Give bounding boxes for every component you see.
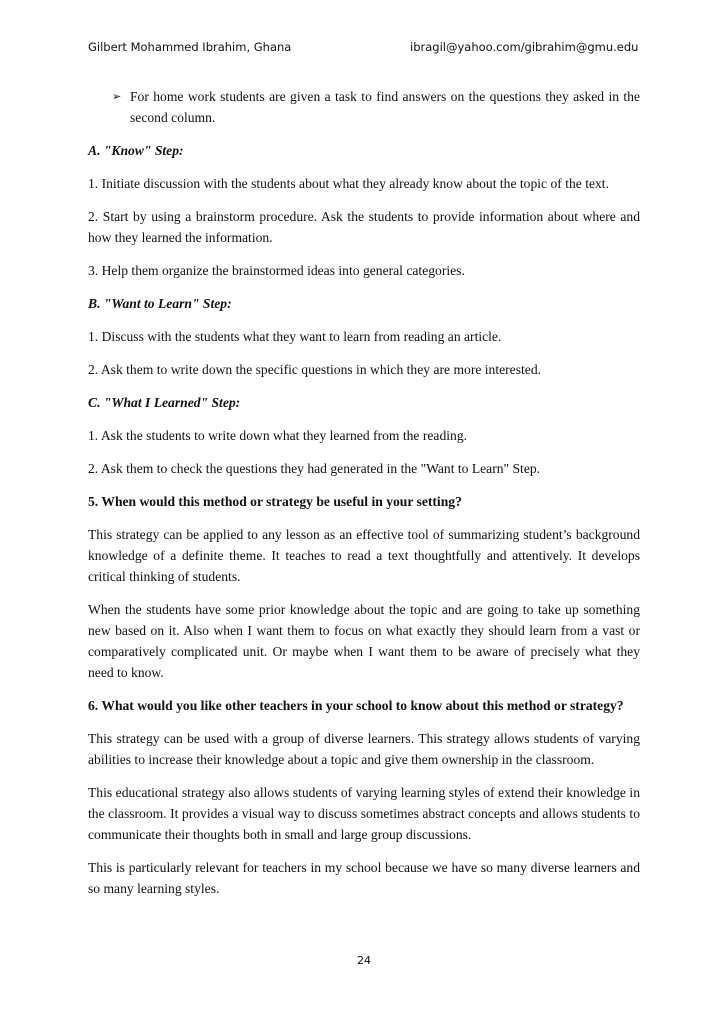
header-email: ibragil@yahoo.com/gibrahim@gmu.edu xyxy=(410,40,639,54)
know-item-3: 3. Help them organize the brainstormed ideas into general categories. xyxy=(88,263,465,278)
section-heading-learned: C. "What I Learned" Step: xyxy=(88,395,241,410)
question-5-heading: 5. When would this method or strategy be useful in your setting? xyxy=(88,494,462,509)
bullet-item xyxy=(88,86,640,128)
question-6-heading: 6. What would you like other teachers in your school to know about this method or strategy? xyxy=(88,698,624,713)
page-header xyxy=(88,40,640,58)
page-number: 24 xyxy=(357,954,371,967)
question-6-paragraph-1: This strategy can be used with a group of diverse learners. This strategy allows students of varying abilities to increase their knowledge about a topic and give them ownership in the classroom. xyxy=(88,731,640,767)
learned-item-2: 2. Ask them to check the questions they had generated in the "Want to Learn" Step. xyxy=(88,461,541,476)
question-5-paragraph-1: This strategy can be applied to any lesson as an effective tool of summarizing student’s background knowledge of a definite theme. It teaches to read a text thoughtfully and attentively. It develops critical thinking of students. xyxy=(88,527,640,584)
section-heading-want: B. "Want to Learn" Step: xyxy=(88,296,232,311)
question-5-paragraph-2: When the students have some prior knowledge about the topic and are going to take up something new based on it. Also when I want them to focus on what exactly they should learn from a vast or comparatively complicated unit. Or maybe when I want them to be aware of precisely what they need to know. xyxy=(88,602,640,680)
bullet-text: For home work students are given a task to find answers on the questions they asked in the second column. xyxy=(130,89,640,125)
page-footer xyxy=(0,954,728,967)
question-6-paragraph-2: This educational strategy also allows students of varying learning styles of extend their knowledge in the classroom. It provides a visual way to discuss sometimes abstract concepts and allows students to communicate their thoughts both in small and large group discussions. xyxy=(88,785,640,842)
know-item-2: 2. Start by using a brainstorm procedure. Ask the students to provide information about where and how they learned the information. xyxy=(88,209,640,245)
want-item-2: 2. Ask them to write down the specific questions in which they are more interested. xyxy=(88,362,542,377)
know-item-1: 1. Initiate discussion with the students about what they already know about the topic of the text. xyxy=(88,176,609,191)
learned-item-1: 1. Ask the students to write down what they learned from the reading. xyxy=(88,428,468,443)
question-6-paragraph-3: This is particularly relevant for teachers in my school because we have so many diverse learners and so many learning styles. xyxy=(88,860,640,896)
page-body xyxy=(88,86,640,911)
section-heading-know: A. "Know" Step: xyxy=(88,143,184,158)
arrow-bullet-icon: ➢ xyxy=(112,90,122,103)
want-item-1: 1. Discuss with the students what they want to learn from reading an article. xyxy=(88,329,502,344)
header-author: Gilbert Mohammed Ibrahim, Ghana xyxy=(88,40,292,54)
